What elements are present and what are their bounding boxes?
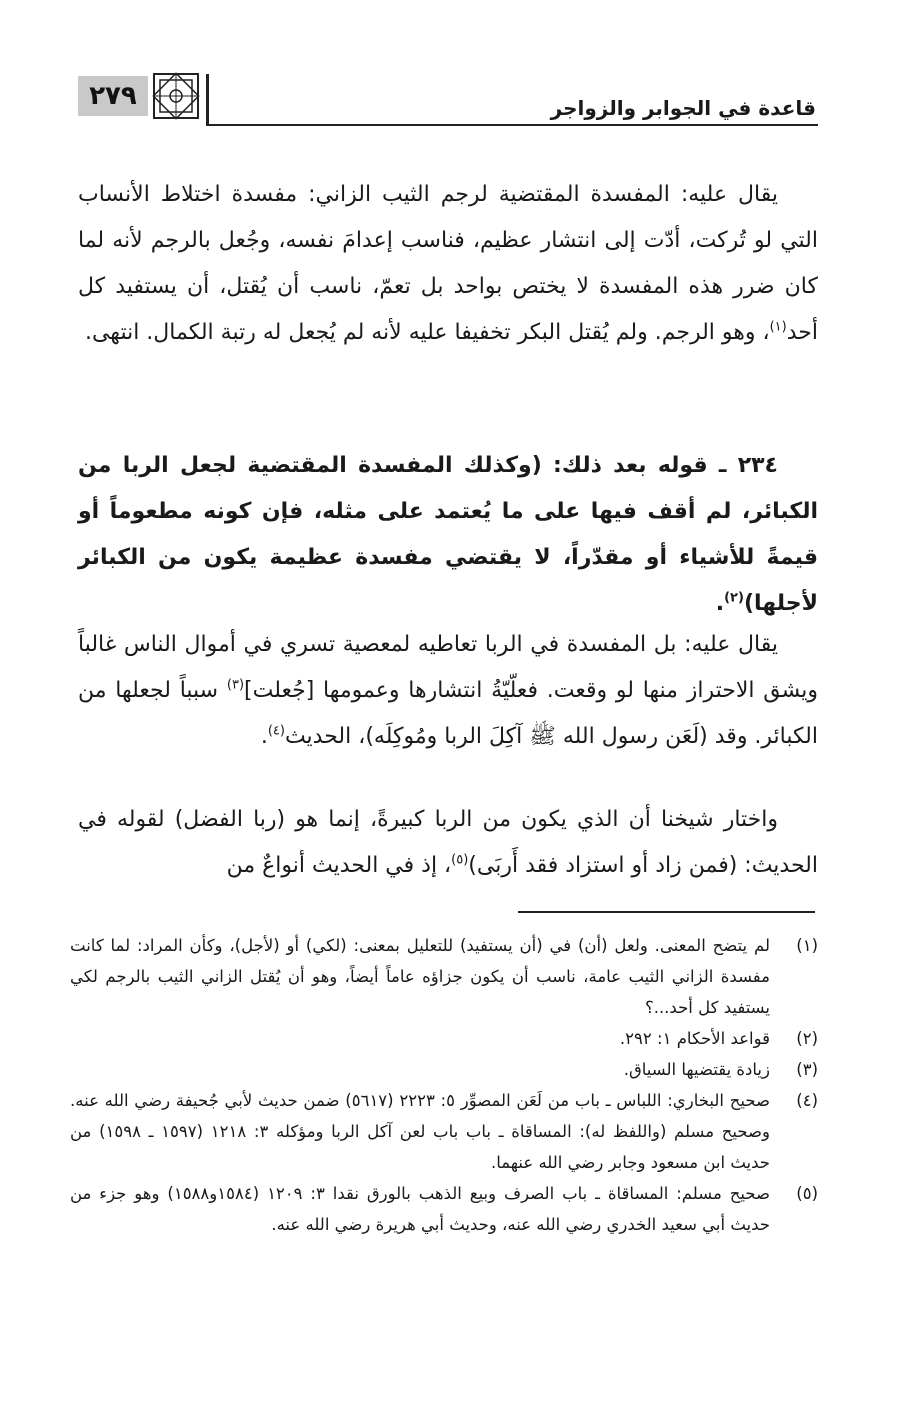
- paragraph-text: يقال عليه: بل المفسدة في الربا تعاطيه لمعصية تسري في أموال الناس غالباً ويشق الاحتراز منها لو وقعت. فعلّيّةُ انتشارها وعمومها [جُعلت]: [78, 632, 818, 703]
- footnote-number: (٥): [796, 1184, 818, 1203]
- paragraph-text: واختار شيخنا أن الذي يكون من الربا كبيرةً، إنما هو (ربا الفضل) لقوله في الحديث: (فمن زاد أو استزاد فقد أَربَى): [78, 807, 818, 878]
- footnote-number: (١): [796, 936, 818, 955]
- paragraph-1: [78, 172, 818, 356]
- footnote-ref-5[interactable]: (٥): [451, 852, 469, 868]
- footnote-2: [70, 1023, 818, 1054]
- footnote-1: [70, 930, 818, 1023]
- paragraph-4: [78, 797, 818, 889]
- header-vertical-rule: [206, 74, 209, 124]
- footnote-text: صحيح البخاري: اللباس ـ باب من لَعَن المصوِّر ٥: ٢٢٢٣ (٥٦١٧) ضمن حديث لأبي جُحيفة رضي الله عنه. وصحيح مسلم (واللفظ له): المساقاة ـ باب باب لعن آكل الربا ومؤكله ٣: ١٢١٨ (١٥٩٧ ـ ١٥٩٨) من حديث ابن مسعود وجابر رضي الله عنهما.: [70, 1091, 770, 1172]
- footnote-text: قواعد الأحكام ١: ٢٩٢.: [619, 1029, 770, 1048]
- footnote-ref-2[interactable]: (٢): [724, 590, 744, 606]
- footnote-number: (٤): [796, 1091, 818, 1110]
- footnote-text: زيادة يقتضيها السياق.: [623, 1060, 770, 1079]
- footnote-number: (٣): [796, 1060, 818, 1079]
- paragraph-text: ، وهو الرجم. ولم يُقتل البكر تخفيفا عليه لأنه لم يُجعل له رتبة الكمال. انتهى.: [84, 320, 770, 345]
- paragraph-2: [78, 443, 818, 627]
- running-title: قاعدة في الجوابر والزواجر: [550, 96, 816, 120]
- footnote-4: [70, 1085, 818, 1178]
- paragraph-text: ، إذ في الحديث أنواعٌ من: [226, 853, 452, 878]
- paragraph-text: يقال عليه: المفسدة المقتضية لرجم الثيب الزاني: مفسدة اختلاط الأنساب التي لو تُركت، أدّت إلى انتشار عظيم، فناسب إعدامَ نفسه، وجُعل بالرجم لأنه لما كان ضرر هذه المفسدة لا يختص بواحد بل تعمّ، ناسب أن يُقتل، أن يستفيد كل أحد: [78, 182, 818, 345]
- footnote-separator: [518, 911, 815, 913]
- paragraph-text: .: [260, 724, 268, 749]
- footnote-number: (٢): [796, 1029, 818, 1048]
- footnote-ref-4[interactable]: (٤): [267, 723, 285, 739]
- paragraph-text: سبباً لجعلها من الكبائر. وقد (لَعَن رسول الله ﷺ آكِلَ الربا ومُوكِلَه)، الحديث: [78, 678, 818, 749]
- header-rule: [206, 124, 818, 126]
- footnote-5: [70, 1178, 818, 1240]
- footnote-ref-3[interactable]: (٣): [226, 677, 245, 693]
- paragraph-text: ٢٣٤ ـ قوله بعد ذلك: (وكذلك المفسدة المقتضية لجعل الربا من الكبائر، لم أقف فيها على ما يُعتمد على مثله، فإن كونه مطعوماً أو قيمةً للأشياء أو مقدّراً، لا يقتضي مفسدة عظيمة يكون من الكبائر لأجلها): [78, 453, 818, 616]
- footnotes: [70, 930, 818, 1240]
- geometric-ornament-icon: [152, 72, 200, 120]
- paragraph-3: [78, 622, 818, 760]
- footnote-text: لم يتضح المعنى. ولعل (أن) في (أن يستفيد) للتعليل بمعنى: (لكي) أو (لأجل)، وكأن المراد: لما كانت مفسدة الزاني الثيب عامة، ناسب أن يكون جزاؤه عاماً أيضاً، وهو أن يُقتل الزاني الثيب بالرجم لكي يستفيد كل أحد...؟: [70, 936, 770, 1017]
- running-header: [78, 70, 818, 130]
- footnote-text: صحيح مسلم: المساقاة ـ باب الصرف وبيع الذهب بالورق نقدا ٣: ١٢٠٩ (١٥٨٤و١٥٨٨) وهو جزء من حديث أبي سعيد الخدري رضي الله عنه، وحديث أبي هريرة رضي الله عنه.: [70, 1184, 770, 1234]
- page-number: ٢٧٩: [78, 76, 148, 116]
- footnote-ref-1[interactable]: (١): [769, 319, 787, 335]
- footnote-3: [70, 1054, 818, 1085]
- paragraph-text: .: [715, 591, 725, 616]
